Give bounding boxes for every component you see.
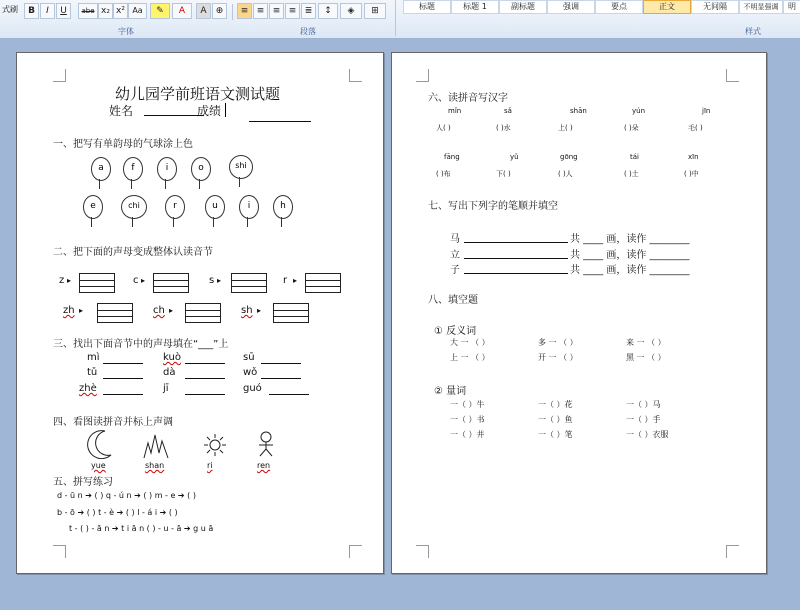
syllable: guó xyxy=(243,383,262,394)
arrow-icon: ▸ xyxy=(79,306,84,315)
balloon: a xyxy=(91,157,111,181)
hanzi-blank: ( )中 xyxy=(684,170,699,178)
balloon-string xyxy=(132,217,133,227)
stroke-blank xyxy=(464,242,568,243)
spelling-line-2: b - ō ➔ ( ) t - è ➔ ( ) l - á i ➔ ( ) xyxy=(57,508,178,517)
spelling-line-3: t - ( ) - ā n ➔ t i ā n ( ) - u - ā ➔ g u ā xyxy=(69,524,214,533)
measure-item: 一（ ）牛 xyxy=(450,400,485,409)
line-spacing-icon[interactable]: ↕ xyxy=(318,3,338,19)
margin-mark xyxy=(416,69,429,82)
balloon-string xyxy=(239,177,240,187)
hanzi-blank: ( )水 xyxy=(496,124,511,132)
stroke-char: 子 xyxy=(450,265,460,276)
stroke-suffix: 共 ____ 画，读作 ________ xyxy=(570,234,690,245)
hanzi-blank: ( )人 xyxy=(558,170,573,178)
syllable: kuò xyxy=(163,352,181,363)
styles-group-label: 样式 xyxy=(745,27,761,36)
antonym-item: 多 一 （ ） xyxy=(538,338,578,347)
balloon: shi xyxy=(229,155,253,179)
stroke-char: 立 xyxy=(450,250,460,261)
italic-button[interactable]: I xyxy=(40,3,55,19)
arrow-icon: ▸ xyxy=(67,276,72,285)
writing-grid xyxy=(231,273,267,293)
separator xyxy=(395,0,396,36)
distribute-icon[interactable]: ≣ xyxy=(301,3,316,19)
pinyin-item: jīn xyxy=(702,107,711,115)
answer-blank xyxy=(103,394,143,395)
section-5-heading: 五、拼写练习 xyxy=(53,477,113,488)
balloon-string xyxy=(165,179,166,189)
borders-icon[interactable]: ⊞ xyxy=(364,3,386,19)
person-icon xyxy=(255,431,277,457)
stroke-blank xyxy=(464,258,568,259)
hanzi-blank: ( )土 xyxy=(624,170,639,178)
align-left-icon[interactable]: ≡ xyxy=(237,3,252,19)
answer-blank xyxy=(185,394,225,395)
pinyin-ren: ren xyxy=(257,461,271,470)
superscript-button[interactable]: x² xyxy=(113,3,128,19)
section-1-heading: 一、把写有单韵母的气球涂上色 xyxy=(53,139,193,150)
pinyin-shan: shan xyxy=(145,461,165,470)
initial-s: s xyxy=(209,275,215,286)
margin-mark xyxy=(53,69,66,82)
separator xyxy=(232,4,233,20)
arrow-icon: ▸ xyxy=(257,306,262,315)
section-4-heading: 四、看图读拼音并标上声调 xyxy=(53,417,173,428)
pinyin-item: yǔ xyxy=(510,153,519,161)
writing-grid xyxy=(305,273,341,293)
align-right-icon[interactable]: ≡ xyxy=(269,3,284,19)
format-painter-label[interactable]: 式刷 xyxy=(2,5,18,14)
balloon: chi xyxy=(121,195,147,219)
writing-grid xyxy=(79,273,115,293)
margin-mark xyxy=(349,69,362,82)
align-center-icon[interactable]: ≡ xyxy=(253,3,268,19)
strikethrough-button[interactable]: abe xyxy=(78,3,98,19)
style-heading1[interactable]: 标题 1 xyxy=(451,0,499,14)
subscript-button[interactable]: x₂ xyxy=(98,3,113,19)
hanzi-blank: 毛( ) xyxy=(688,124,703,132)
style-subtle-emphasis[interactable]: 不明显强调 xyxy=(739,0,783,14)
pinyin-item: mǐn xyxy=(448,107,462,115)
balloon-string xyxy=(213,217,214,227)
spelling-line-1: d - ū n ➔ ( ) q - ú n ➔ ( ) m - e ➔ ( ) xyxy=(57,491,196,500)
pinyin-yue: yue xyxy=(91,461,106,470)
answer-blank xyxy=(103,363,143,364)
arrow-icon: ▸ xyxy=(169,306,174,315)
stroke-blank xyxy=(464,273,568,274)
measure-item: 一（ ）手 xyxy=(626,415,661,424)
balloon: i xyxy=(157,157,177,181)
name-blank xyxy=(144,115,204,116)
pinyin-item: sǎ xyxy=(504,107,512,115)
hanzi-blank: 人( ) xyxy=(436,124,451,132)
score-label: 成绩 xyxy=(197,104,222,118)
pinyin-item: tái xyxy=(630,153,639,161)
hanzi-blank: ( )朵 xyxy=(624,124,639,132)
style-strong[interactable]: 要点 xyxy=(595,0,643,14)
moon-icon xyxy=(85,429,115,459)
antonym-item: 上 一 （ ） xyxy=(450,353,490,362)
font-group-label: 字体 xyxy=(118,27,134,36)
balloon: r xyxy=(165,195,185,219)
margin-mark xyxy=(53,545,66,558)
measure-item: 一（ ）马 xyxy=(626,400,661,409)
initial-c: c xyxy=(133,275,139,286)
section-3-heading: 三、找出下面音节中的声母填在“___”上 xyxy=(53,339,229,350)
balloon-string xyxy=(281,217,282,227)
enclose-char-icon[interactable]: ⊕ xyxy=(212,3,227,19)
margin-mark xyxy=(726,545,739,558)
document-page-left[interactable] xyxy=(16,52,384,574)
balloon-string xyxy=(91,217,92,227)
margin-mark xyxy=(349,545,362,558)
measure-item: 一（ ）鱼 xyxy=(538,415,573,424)
balloon: f xyxy=(123,157,143,181)
section-6-heading: 六、读拼音写汉字 xyxy=(428,93,508,104)
stroke-suffix: 共 ____ 画，读作 ________ xyxy=(570,250,690,261)
syllable: sū xyxy=(243,352,255,363)
measure-item: 一（ ）井 xyxy=(450,430,485,439)
syllable: tǔ xyxy=(87,367,98,378)
measure-item: 一（ ）花 xyxy=(538,400,573,409)
font-color-button[interactable]: A xyxy=(172,3,192,19)
syllable: zhè xyxy=(79,383,97,394)
section-7-heading: 七、写出下列字的笔顺并填空 xyxy=(428,201,558,212)
style-emphasis[interactable]: 强调 xyxy=(547,0,595,14)
sun-icon xyxy=(203,433,227,457)
measure-label: ② 量词 xyxy=(434,386,467,397)
balloon: h xyxy=(273,195,293,219)
balloon: i xyxy=(239,195,259,219)
document-page-right[interactable] xyxy=(391,52,767,574)
style-subtitle[interactable]: 副标题 xyxy=(499,0,547,14)
hanzi-blank: 下( ) xyxy=(496,170,511,178)
initial-z: z xyxy=(59,275,65,286)
balloon-string xyxy=(247,217,248,227)
syllable: jī xyxy=(163,383,169,394)
hanzi-blank: 上( ) xyxy=(558,124,573,132)
initial-zh: zh xyxy=(63,305,75,316)
initial-ch: ch xyxy=(153,305,165,316)
initial-r: r xyxy=(283,275,288,286)
pinyin-item: shān xyxy=(570,107,587,115)
answer-blank xyxy=(261,378,301,379)
balloon-string xyxy=(131,179,132,189)
stroke-suffix: 共 ____ 画，读作 ________ xyxy=(570,265,690,276)
shading-icon[interactable]: ◈ xyxy=(340,3,362,19)
doc-title: 幼儿园学前班语文测试题 xyxy=(115,85,281,103)
answer-blank xyxy=(261,363,301,364)
stroke-char: 马 xyxy=(450,234,460,245)
style-no-spacing[interactable]: 无间隔 xyxy=(691,0,739,14)
pinyin-item: fāng xyxy=(444,153,460,161)
measure-item: 一（ ）衣服 xyxy=(626,430,669,439)
highlight-icon[interactable]: ✎ xyxy=(150,3,170,19)
text-cursor xyxy=(225,103,226,117)
change-case-button[interactable]: Aa xyxy=(128,3,147,19)
antonym-item: 黑 一 （ ） xyxy=(626,353,666,362)
measure-item: 一（ ）笔 xyxy=(538,430,573,439)
pinyin-item: gōng xyxy=(560,153,578,161)
score-blank xyxy=(249,121,311,122)
balloon-string xyxy=(173,217,174,227)
paragraph-group-label: 段落 xyxy=(300,27,316,36)
syllable: wǒ xyxy=(243,367,258,378)
ribbon xyxy=(0,0,800,39)
writing-grid xyxy=(97,303,133,323)
answer-blank xyxy=(103,378,143,379)
arrow-icon: ▸ xyxy=(293,276,298,285)
arrow-icon: ▸ xyxy=(141,276,146,285)
margin-mark xyxy=(416,545,429,558)
char-shading-button[interactable]: A xyxy=(196,3,211,19)
balloon-string xyxy=(199,179,200,189)
antonym-label: ① 反义词 xyxy=(434,326,477,337)
style-title[interactable]: 标题 xyxy=(403,0,451,14)
measure-item: 一（ ）书 xyxy=(450,415,485,424)
antonym-item: 来 一 （ ） xyxy=(626,338,666,347)
pinyin-item: yún xyxy=(632,107,646,115)
antonym-item: 开 一 （ ） xyxy=(538,353,578,362)
section-8-heading: 八、填空题 xyxy=(428,295,478,306)
writing-grid xyxy=(273,303,309,323)
syllable: mì xyxy=(87,352,100,363)
justify-icon[interactable]: ≡ xyxy=(285,3,300,19)
bold-button[interactable]: B xyxy=(24,3,39,19)
style-normal[interactable]: 正文 xyxy=(643,0,691,14)
mountain-icon xyxy=(143,433,169,459)
hanzi-blank: ( )布 xyxy=(436,170,451,178)
syllable: dà xyxy=(163,367,176,378)
answer-blank xyxy=(185,363,225,364)
initial-sh: sh xyxy=(241,305,253,316)
arrow-icon: ▸ xyxy=(217,276,222,285)
balloon: u xyxy=(205,195,225,219)
pinyin-item: xīn xyxy=(688,153,699,161)
answer-blank xyxy=(269,394,309,395)
antonym-item: 大 一 （ ） xyxy=(450,338,490,347)
underline-button[interactable]: U xyxy=(56,3,71,19)
pinyin-ri: ri xyxy=(207,461,213,470)
writing-grid xyxy=(153,273,189,293)
balloon: o xyxy=(191,157,211,181)
margin-mark xyxy=(726,69,739,82)
balloon-string xyxy=(99,179,100,189)
style-more[interactable]: 明 xyxy=(783,0,800,14)
balloon: e xyxy=(83,195,103,219)
section-2-heading: 二、把下面的声母变成整体认读音节 xyxy=(53,247,213,258)
name-label: 姓名 xyxy=(109,104,134,118)
writing-grid xyxy=(185,303,221,323)
answer-blank xyxy=(185,378,225,379)
